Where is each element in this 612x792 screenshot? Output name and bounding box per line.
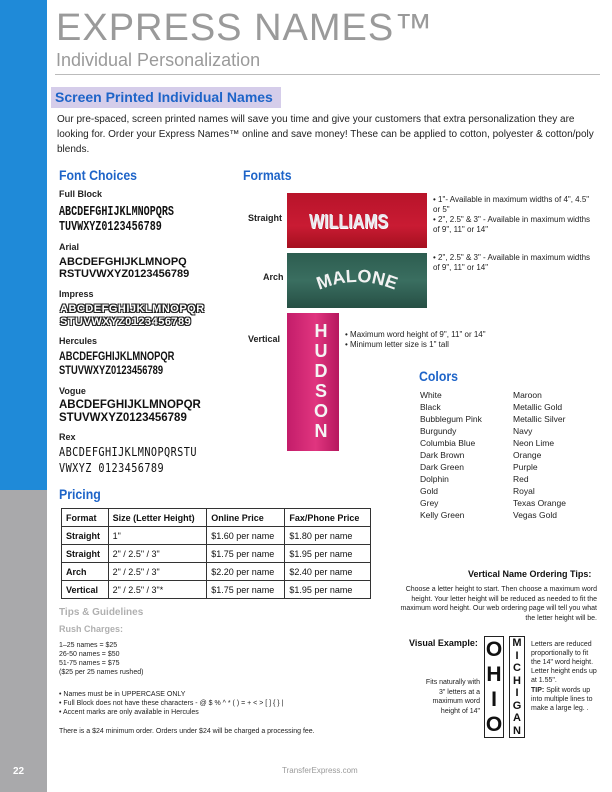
- font-name-impress: Impress: [59, 289, 94, 299]
- example-letter: A: [513, 712, 521, 724]
- tip-label: TIP:: [531, 687, 545, 694]
- straight-bullet-1: • 1"- Available in maximum widths of 4", 4.5" or 5": [433, 195, 590, 214]
- vertical-tips-text: Choose a letter height to start. Then choose a maximum word height. Your letter height will be reduced as needed to fit the maximum word height. Our web ordering page will tell you what the letter height will be.: [400, 586, 597, 622]
- example-letter: I: [491, 688, 497, 711]
- vertical-photo-letters: [311, 321, 331, 441]
- table-cell: Vertical: [62, 581, 109, 599]
- table-cell: $1.95 per name: [285, 581, 371, 599]
- example-letter: O: [485, 713, 503, 736]
- pricing-heading: Pricing: [59, 486, 101, 502]
- color-item: Metallic Silver: [513, 414, 566, 424]
- font-sample-rex-line2: VWXYZ 0123456789: [59, 461, 165, 475]
- vertical-photo-letter: O: [313, 401, 328, 421]
- format-label-vertical: Vertical: [248, 334, 281, 344]
- straight-format-photo: [287, 193, 427, 248]
- arch-photo-name: MALONE: [313, 265, 401, 294]
- rush-item: 1–25 names = $25: [59, 642, 118, 649]
- color-item: Dark Brown: [420, 450, 465, 460]
- table-cell: $1.75 per name: [207, 581, 285, 599]
- rush-item: 51-75 names = $75: [59, 660, 120, 667]
- font-name-rex: Rex: [59, 432, 76, 442]
- pricing-table: [61, 508, 371, 599]
- color-item: Neon Lime: [513, 438, 555, 448]
- font-choices-heading: Font Choices: [59, 167, 138, 183]
- sidebar-gray-band: [0, 490, 47, 792]
- color-item: Grey: [420, 498, 439, 508]
- rush-item: 26-50 names = $50: [59, 651, 120, 658]
- table-row: [62, 563, 371, 581]
- tip-text: Split words up into multiple lines to make a large leg. .: [531, 687, 593, 712]
- intro-paragraph: Our pre-spaced, screen printed names will save you time and give your customers that extra personalization they are looking for. Order your Express Names™ online and save money! These can be applied to cotton, polyester & cotton/poly blends.: [57, 114, 594, 155]
- table-cell: $2.20 per name: [207, 563, 285, 581]
- pricing-col-online: Online Price: [207, 509, 285, 527]
- page-title: EXPRESS NAMES™: [56, 7, 434, 49]
- table-cell: 2" / 2.5" / 3": [108, 563, 207, 581]
- arch-format-photo: [287, 253, 427, 308]
- example-letter: I: [515, 687, 519, 699]
- tip-bullet: • Names must be in UPPERCASE ONLY: [59, 691, 186, 698]
- color-item: Royal: [513, 486, 535, 496]
- table-cell: $1.60 per name: [207, 527, 285, 545]
- table-row: [62, 527, 371, 545]
- example-letter: O: [485, 638, 503, 661]
- font-sample-impress-line1: ABCDEFGHIJKLMNOPQR: [60, 303, 205, 315]
- vertical-photo-letter: S: [314, 381, 327, 401]
- straight-bullets: [433, 195, 593, 235]
- font-sample-hercules-line1: ABCDEFGHIJKLMNOPQR: [59, 349, 175, 363]
- arch-photo-svg: [287, 253, 427, 308]
- table-cell: $1.95 per name: [285, 545, 371, 563]
- table-cell: Arch: [62, 563, 109, 581]
- visual-example-label: Visual Example:: [409, 638, 478, 648]
- color-item: Metallic Gold: [513, 402, 563, 412]
- color-item: Navy: [513, 426, 533, 436]
- color-item: Gold: [420, 486, 438, 496]
- colors-heading: Colors: [419, 368, 459, 384]
- footer-url: TransferExpress.com: [282, 766, 358, 775]
- font-name-hercules: Hercules: [59, 336, 98, 346]
- page-number: 22: [13, 766, 25, 777]
- title-divider: [55, 74, 600, 75]
- font-name-full-block: Full Block: [59, 189, 103, 199]
- color-item: Texas Orange: [513, 498, 566, 508]
- example-letter: I: [515, 649, 519, 662]
- vertical-bullet-1: • Maximum word height of 9", 11" or 14": [345, 330, 486, 339]
- michigan-example: [509, 636, 525, 738]
- color-item: Columbia Blue: [420, 438, 476, 448]
- font-sample-impress-line2: STUVWXYZ0123456789: [60, 316, 192, 328]
- example-letter: M: [512, 637, 522, 649]
- example-letter: N: [513, 724, 521, 737]
- color-item: Red: [513, 474, 529, 484]
- example-letter: H: [513, 674, 521, 687]
- color-item: Kelly Green: [420, 510, 465, 520]
- color-item: Maroon: [513, 390, 542, 400]
- table-row: [62, 581, 371, 599]
- pricing-col-size: Size (Letter Height): [108, 509, 207, 527]
- color-item: Purple: [513, 462, 538, 472]
- font-sample-vogue-line1: ABCDEFGHIJKLMNOPQR: [59, 399, 201, 411]
- font-sample-vogue-line2: STUVWXYZ0123456789: [59, 412, 187, 424]
- pricing-col-fax: Fax/Phone Price: [285, 509, 371, 527]
- formats-heading: Formats: [243, 167, 292, 183]
- example-letter: G: [512, 699, 522, 712]
- format-label-straight: Straight: [248, 213, 283, 223]
- sidebar-blue-band: [0, 0, 47, 490]
- tip-note: [531, 686, 599, 713]
- tip-bullet: • Accent marks are only available in Hercules: [59, 709, 199, 716]
- table-cell: Straight: [62, 527, 109, 545]
- rush-heading: Rush Charges:: [59, 624, 124, 634]
- table-cell: 1": [108, 527, 207, 545]
- straight-bullet-2: • 2", 2.5" & 3" - Available in maximum widths of 9", 11" or 14": [433, 215, 591, 234]
- color-item: Burgundy: [420, 426, 457, 436]
- example-letter: C: [513, 662, 521, 674]
- page-subtitle: Individual Personalization: [56, 50, 261, 70]
- font-sample-full-block-line2: TUVWXYZ0123456789: [59, 219, 162, 235]
- colors-column-1: [420, 389, 482, 521]
- table-cell: 2" / 2.5" / 3"*: [108, 581, 207, 599]
- font-sample-rex-line1: ABCDEFGHIJKLMNOPQRSTU: [59, 445, 197, 459]
- tips-heading: Tips & Guidelines: [59, 607, 144, 618]
- font-sample-arial-line2: RSTUVWXYZ0123456789: [59, 268, 190, 280]
- tip-bullet: • Full Block does not have these characters - @ $ % ^ * ( ) = + < > [ ] { } |: [59, 700, 284, 707]
- table-cell: 2" / 2.5" / 3": [108, 545, 207, 563]
- table-cell: $1.75 per name: [207, 545, 285, 563]
- color-item: Bubblegum Pink: [420, 414, 482, 424]
- font-name-arial: Arial: [59, 242, 80, 252]
- arch-bullets: [433, 253, 593, 273]
- vertical-bullets: [345, 330, 525, 350]
- font-name-vogue: Vogue: [59, 386, 86, 396]
- format-label-arch: Arch: [263, 272, 284, 282]
- font-sample-hercules-line2: STUVWXYZ0123456789: [59, 363, 164, 377]
- color-item: Vegas Gold: [513, 510, 557, 520]
- table-cell: $2.40 per name: [285, 563, 371, 581]
- ohio-example: [484, 636, 504, 738]
- arch-bullet-1: • 2", 2.5" & 3" - Available in maximum widths of 9", 11" or 14": [433, 253, 591, 272]
- color-item: White: [420, 390, 442, 400]
- pricing-col-format: Format: [62, 509, 109, 527]
- fit-naturally-text: Fits naturally with 3" letters at a maximum word height of 14": [425, 679, 480, 715]
- vertical-photo-letter: U: [314, 341, 328, 361]
- colors-column-2: [513, 389, 566, 521]
- color-item: Dolphin: [420, 474, 449, 484]
- font-sample-full-block-line1: ABCDEFGHIJKLMNOPQRS: [59, 204, 174, 220]
- minimum-order-note: There is a $24 minimum order. Orders under $24 will be charged a processing fee.: [59, 728, 315, 735]
- rush-list: [59, 641, 143, 677]
- color-item: Orange: [513, 450, 542, 460]
- straight-photo-name: WILLIAMS: [309, 211, 389, 233]
- vertical-photo-letter: N: [314, 421, 328, 441]
- table-row: [62, 545, 371, 563]
- rush-item: ($25 per 25 names rushed): [59, 669, 144, 676]
- vertical-photo-letter: H: [314, 321, 328, 341]
- pricing-header-row: [62, 509, 371, 527]
- vertical-tips-heading: Vertical Name Ordering Tips:: [468, 569, 592, 579]
- section-title: Screen Printed Individual Names: [51, 87, 281, 108]
- color-item: Black: [420, 402, 441, 412]
- table-cell: Straight: [62, 545, 109, 563]
- font-sample-arial-line1: ABCDEFGHIJKLMNOPQ: [59, 256, 187, 268]
- vertical-bullet-2: • Minimum letter size is 1" tall: [345, 340, 449, 349]
- letters-reduced-text: Letters are reduced proportionally to fit the 14" word height. Letter height ends up at 1.55".: [531, 641, 597, 684]
- example-letter: H: [486, 663, 502, 686]
- tips-bullets: [59, 690, 283, 717]
- vertical-photo-letter: D: [314, 361, 328, 381]
- color-item: Dark Green: [420, 462, 464, 472]
- vertical-format-photo: [287, 313, 339, 451]
- table-cell: $1.80 per name: [285, 527, 371, 545]
